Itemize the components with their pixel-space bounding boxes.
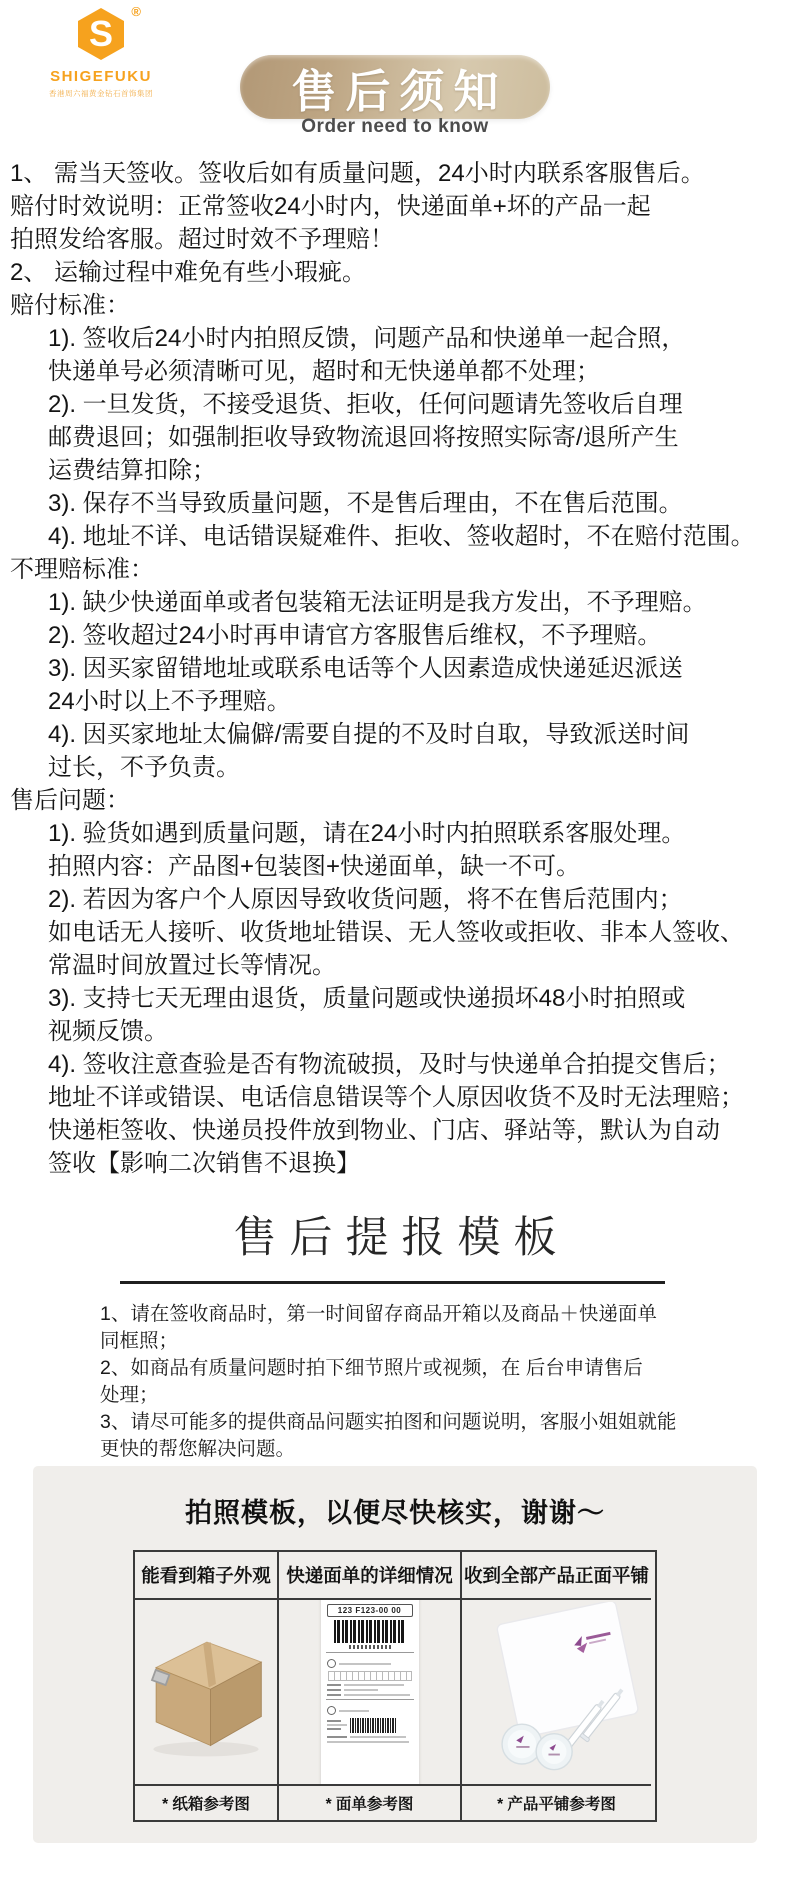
notice-line: 不理赔标准： [10,556,154,583]
notice-line: 拍照发给客服。超过时效不予理赔！ [10,226,394,253]
heading-underline [120,1281,665,1284]
notice-line: 1). 签收后24小时内拍照反馈，问题产品和快递单一起合照， [48,325,686,352]
product-flatlay-icon [467,1602,647,1782]
template-instruction-line: 2、如商品有质量问题时拍下细节照片或视频，在 后台申请售后 [100,1357,643,1379]
barcode-icon [334,1620,406,1643]
notice-line: 售后问题： [10,787,130,814]
template-instructions [100,1301,740,1463]
notice-line: 1、 需当天签收。签收后如有质量问题，24小时内联系客服售后。 [10,160,705,187]
carton-reference-image [135,1598,277,1784]
svg-text:S: S [88,13,114,54]
notice-line: 视频反馈。 [48,1018,168,1045]
notice-line: 1). 缺少快递面单或者包装箱无法证明是我方发出，不予理赔。 [48,589,707,616]
guide-col-header-waybill: 快递面单的详细情况 [277,1552,460,1598]
template-instruction-line: 处理； [100,1384,159,1406]
page-subtitle: Order need to know [301,116,489,137]
template-instruction-line: 更快的帮您解决问题。 [100,1438,296,1460]
notice-body [10,157,786,1180]
notice-line: 赔付标准： [10,292,130,319]
shipping-label-icon [321,1598,419,1784]
page-title: 售后须知 [291,65,508,117]
notice-line: 快递单号必须清晰可见，超时和无快递单都不处理； [48,358,600,385]
guide-caption-waybill: * 面单参考图 [277,1784,460,1820]
notice-line: 3). 因买家留错地址或联系电话等个人因素造成快递延迟派送 [48,655,683,682]
notice-line: 邮费退回；如强制拒收导致物流退回将按照实际寄/退所产生 [48,424,679,451]
registered-trademark-icon: ® [131,4,141,19]
photo-guide-panel [33,1466,757,1843]
brand-name: SHIGEFUKU [50,68,152,85]
template-instruction-line: 1、请在签收商品时，第一时间留存商品开箱以及商品＋快递面单 [100,1303,657,1325]
template-instruction-line: 同框照； [100,1330,179,1352]
page-title-banner [240,55,550,119]
notice-line: 快递柜签收、快递员投件放到物业、门店、驿站等，默认为自动 [48,1117,720,1144]
notice-line: 2). 一旦发货，不接受退货、拒收，任何问题请先签收后自理 [48,391,683,418]
cardboard-box-icon [138,1622,274,1762]
product-flatlay-reference-image [460,1598,651,1784]
notice-line: 3). 保存不当导致质量问题，不是售后理由，不在售后范围。 [48,490,683,517]
notice-line: 签收【影响二次销售不退换】 [48,1150,360,1177]
notice-line: 地址不详或错误、电话信息错误等个人原因收货不及时无法理赔； [48,1084,744,1111]
brand-tagline: 香港周六福黄金钻石首饰集团 [49,89,153,98]
notice-line: 2). 签收超过24小时再申请官方客服售后维权，不予理赔。 [48,622,662,649]
notice-line: 运费结算扣除； [48,457,216,484]
notice-line: 4). 签收注意查验是否有物流破损，及时与快递单合拍提交售后； [48,1051,731,1078]
guide-caption-flatlay: * 产品平铺参考图 [460,1784,651,1820]
guide-caption-box: * 纸箱参考图 [135,1784,277,1820]
notice-line: 如电话无人接听、收货地址错误、无人签收或拒收、非本人签收、 [48,919,744,946]
guide-col-header-flatlay: 收到全部产品正面平铺 [460,1552,651,1598]
notice-line: 2、 运输过程中难免有些小瑕疵。 [10,259,367,286]
notice-line: 2). 若因为客户个人原因导致收货问题，将不在售后范围内； [48,886,683,913]
photo-guide-table [133,1550,657,1822]
notice-line: 3). 支持七天无理由退货，质量问题或快递损坏48小时拍照或 [48,985,686,1012]
barcode-icon [350,1718,396,1733]
waybill-reference-image [277,1598,460,1784]
photo-guide-title: 拍照模板，以便尽快核实，谢谢～ [185,1498,605,1528]
template-instruction-line: 3、请尽可能多的提供商品问题实拍图和问题说明，客服小姐姐就能 [100,1411,677,1433]
notice-line: 4). 地址不详、电话错误疑难件、拒收、签收超时，不在赔付范围。 [48,523,755,550]
waybill-code: 123 F123-00 00 [327,1604,413,1617]
notice-line: 常温时间放置过长等情况。 [48,952,336,979]
template-section-heading: 售后提报模板 [233,1214,570,1262]
notice-line: 赔付时效说明：正常签收24小时内，快递面单+坏的产品一起 [10,193,651,220]
brand-hexagon-icon [75,4,141,67]
notice-line: 过长，不予负责。 [48,754,240,781]
brand-logo [26,6,176,99]
notice-line: 24小时以上不予理赔。 [48,688,291,715]
notice-line: 1). 验货如遇到质量问题，请在24小时内拍照联系客服处理。 [48,820,686,847]
notice-line: 拍照内容：产品图+包装图+快递面单，缺一不可。 [48,853,581,880]
notice-line: 4). 因买家地址太偏僻/需要自提的不及时自取，导致派送时间 [48,721,690,748]
guide-col-header-box: 能看到箱子外观 [141,1565,271,1586]
